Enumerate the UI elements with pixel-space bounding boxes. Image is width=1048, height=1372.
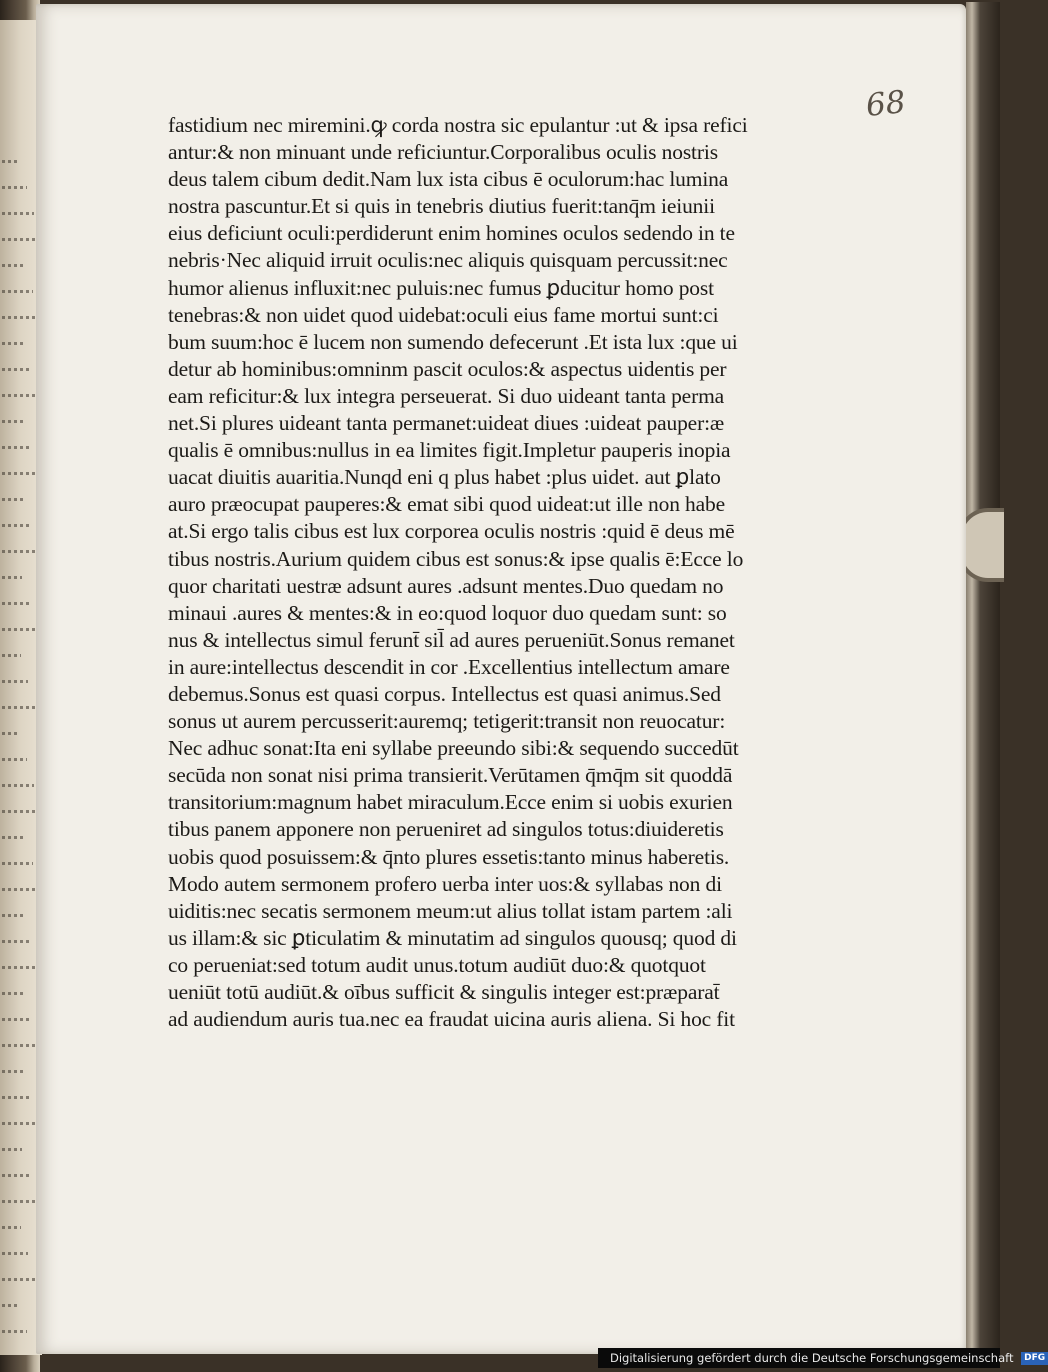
text-line: qualis ē omnibus:nullus in ea limites figit.Impletur pauperis inopia: [168, 438, 731, 463]
facing-page-text-mark: [2, 264, 26, 267]
facing-page-text-mark: [2, 836, 26, 839]
facing-page-text-mark: [2, 1330, 27, 1333]
facing-page-text-mark: [2, 160, 20, 163]
text-line: ueniūt totū audiūt.& oībus sufficit & singulis integer est:præparat̄: [168, 980, 720, 1004]
facing-page-text-mark: [2, 446, 31, 449]
text-line: Modo autem sermonem profero uerba inter uos:& syllabas non di: [168, 871, 722, 896]
facing-page-text-mark: [2, 1226, 21, 1229]
text-line: detur ab hominibus:omninm pascit oculos:& aspectus uidentis per: [168, 356, 727, 381]
facing-page-text-mark: [2, 342, 25, 345]
facing-page-text-mark: [2, 654, 21, 657]
facing-page-text-mark: [2, 186, 27, 189]
facing-page-text-mark: [2, 498, 23, 501]
facing-page-text-mark: [2, 1174, 29, 1177]
facing-page-text-mark: [2, 290, 33, 293]
footer-text: Digitalisierung gefördert durch die Deutsche Forschungsgemeinschaft: [610, 1351, 1014, 1365]
facing-page-text-mark: [2, 966, 39, 969]
facing-page-text-mark: [2, 576, 22, 579]
facing-page-text-mark: [2, 1096, 30, 1099]
text-line: in aure:intellectus descendit in cor .Excellentius intellectum amare: [168, 654, 730, 679]
facing-page-text-mark: [2, 1200, 36, 1203]
facing-page-text-mark: [2, 524, 30, 527]
text-line: secūda non sonat nisi prima transierit.Verūtamen q̄mq̄m sit quoddā: [168, 763, 733, 788]
text-line: nus & intellectus simul ferunt̄ sil̄ ad aures perueniūt.Sonus remanet: [168, 627, 735, 652]
book-fore-edge: [966, 2, 1000, 1358]
text-line: antur:& non minuant unde reficiuntur.Corporalibus oculis nostris: [168, 140, 718, 165]
facing-page-text-mark: [2, 1304, 20, 1307]
text-line: uiditis:nec secatis sermonem meum:ut alius tollat istam partem :ali: [168, 898, 733, 923]
text-line: quor charitati uestræ adsunt aures .adsunt mentes.Duo quedam no: [168, 573, 724, 598]
text-line: nostra pascuntur.Et si quis in tenebris diutius fuerit:tanq̄m ieiunii: [168, 194, 715, 219]
facing-page-text-mark: [2, 1252, 28, 1255]
text-line: humor alienus influxit:nec puluis:nec fumus ꝑducitur homo post: [168, 275, 714, 300]
facing-page-text-mark: [2, 1070, 23, 1073]
facing-page-text-mark: [2, 680, 28, 683]
facing-page-text-mark: [2, 316, 40, 319]
facing-page-text-mark: [2, 602, 29, 605]
text-line: tibus nostris.Aurium quidem cibus est sonus:& ipse qualis ē:Ecce lo: [168, 546, 744, 571]
facing-page-text-mark: [2, 1044, 38, 1047]
facing-page-text-mark: [2, 784, 34, 787]
facing-page-text-mark: [2, 1148, 22, 1151]
folio-number: 68: [864, 84, 908, 124]
text-line: Nec adhuc sonat:Ita eni syllabe preeundo sibi:& sequendo succedūt: [168, 736, 739, 761]
text-line: sonus ut aurem percusserit:auremq; tetigerit:transit non reuocatur:: [168, 709, 726, 734]
text-line: ad audiendum auris tua.nec ea fraudat uicina auris aliena. Si hoc fit: [168, 1007, 735, 1032]
text-line: uacat diuitis auaritia.Nunqd eni q plus habet :plus uidet. aut ꝑlato: [168, 465, 721, 490]
facing-page-text-mark: [2, 758, 27, 761]
text-line: us illam:& sic ꝑticulatim & minutatim ad singulos quousq; quod di: [168, 925, 737, 950]
text-line: tibus panem apponere non perueniret ad singulos totus:diuideretis: [168, 817, 724, 842]
text-line: fastidium nec miremini.ꝙ corda nostra sic epulantur :ut & ipsa refici: [168, 113, 748, 137]
facing-page-text-mark: [2, 940, 32, 943]
facing-page-text-mark: [2, 914, 25, 917]
text-line: eam reficitur:& lux integra perseuerat. Si duo uideant tanta perma: [168, 383, 725, 408]
facing-page-text-mark: [2, 888, 40, 891]
facing-page-text-mark: [2, 706, 35, 709]
text-block: [168, 112, 828, 1033]
facing-page-text-mark: [2, 472, 38, 475]
facing-page-text-mark: [2, 1018, 31, 1021]
facing-page-text-mark: [2, 1278, 35, 1281]
text-line: bum suum:hoc ē lucem non sumendo defecerunt .Et ista lux :que ui: [168, 329, 738, 354]
facing-page-text-mark: [2, 394, 39, 397]
facing-page-text-mark: [2, 862, 33, 865]
text-line: deus talem cibum dedit.Nam lux ista cibus ē oculorum:hac lumina: [168, 167, 729, 192]
facing-page-text-mark: [2, 1122, 37, 1125]
facing-page-text-mark: [2, 992, 24, 995]
text-line: minaui .aures & mentes:& in eo:quod loquor duo quedam sunt: so: [168, 600, 727, 625]
text-line: uobis quod posuissem:& q̄nto plures essetis:tanto minus haberetis.: [168, 844, 730, 869]
text-line: auro præocupat pauperes:& emat sibi quod uideat:ut ille non habe: [168, 492, 726, 517]
footer-bar: [598, 1348, 1046, 1368]
facing-page-text-mark: [2, 420, 24, 423]
text-line: transitorium:magnum habet miraculum.Ecce enim si uobis exurien: [168, 790, 733, 815]
facing-page-text-mark: [2, 732, 20, 735]
facing-page-text-mark: [2, 368, 32, 371]
text-line: net.Si plures uideant tanta permanet:uideat diues :uideat pauper:æ: [168, 411, 725, 436]
facing-page-text-mark: [2, 212, 34, 215]
text-line: at.Si ergo talis cibus est lux corporea oculis nostris :quid ē deus mē: [168, 519, 735, 544]
facing-page-text-mark: [2, 550, 37, 553]
facing-page-text-mark: [2, 628, 36, 631]
dfg-logo: DFG: [1021, 1352, 1048, 1365]
text-line: nebris·Nec aliquid irruit oculis:nec aliquis quisquam percussit:nec: [168, 248, 728, 273]
text-line: tenebras:& non uidet quod uidebat:oculi eius fame mortui sunt:ci: [168, 302, 719, 327]
text-line: eius deficiunt oculi:perdiderunt enim homines oculos sedendo in te: [168, 221, 735, 246]
text-line: debemus.Sonus est quasi corpus. Intellectus est quasi animus.Sed: [168, 681, 721, 706]
text-line: co perueniat:sed totum audit unus.totum audiūt duo:& quotquot: [168, 952, 706, 977]
